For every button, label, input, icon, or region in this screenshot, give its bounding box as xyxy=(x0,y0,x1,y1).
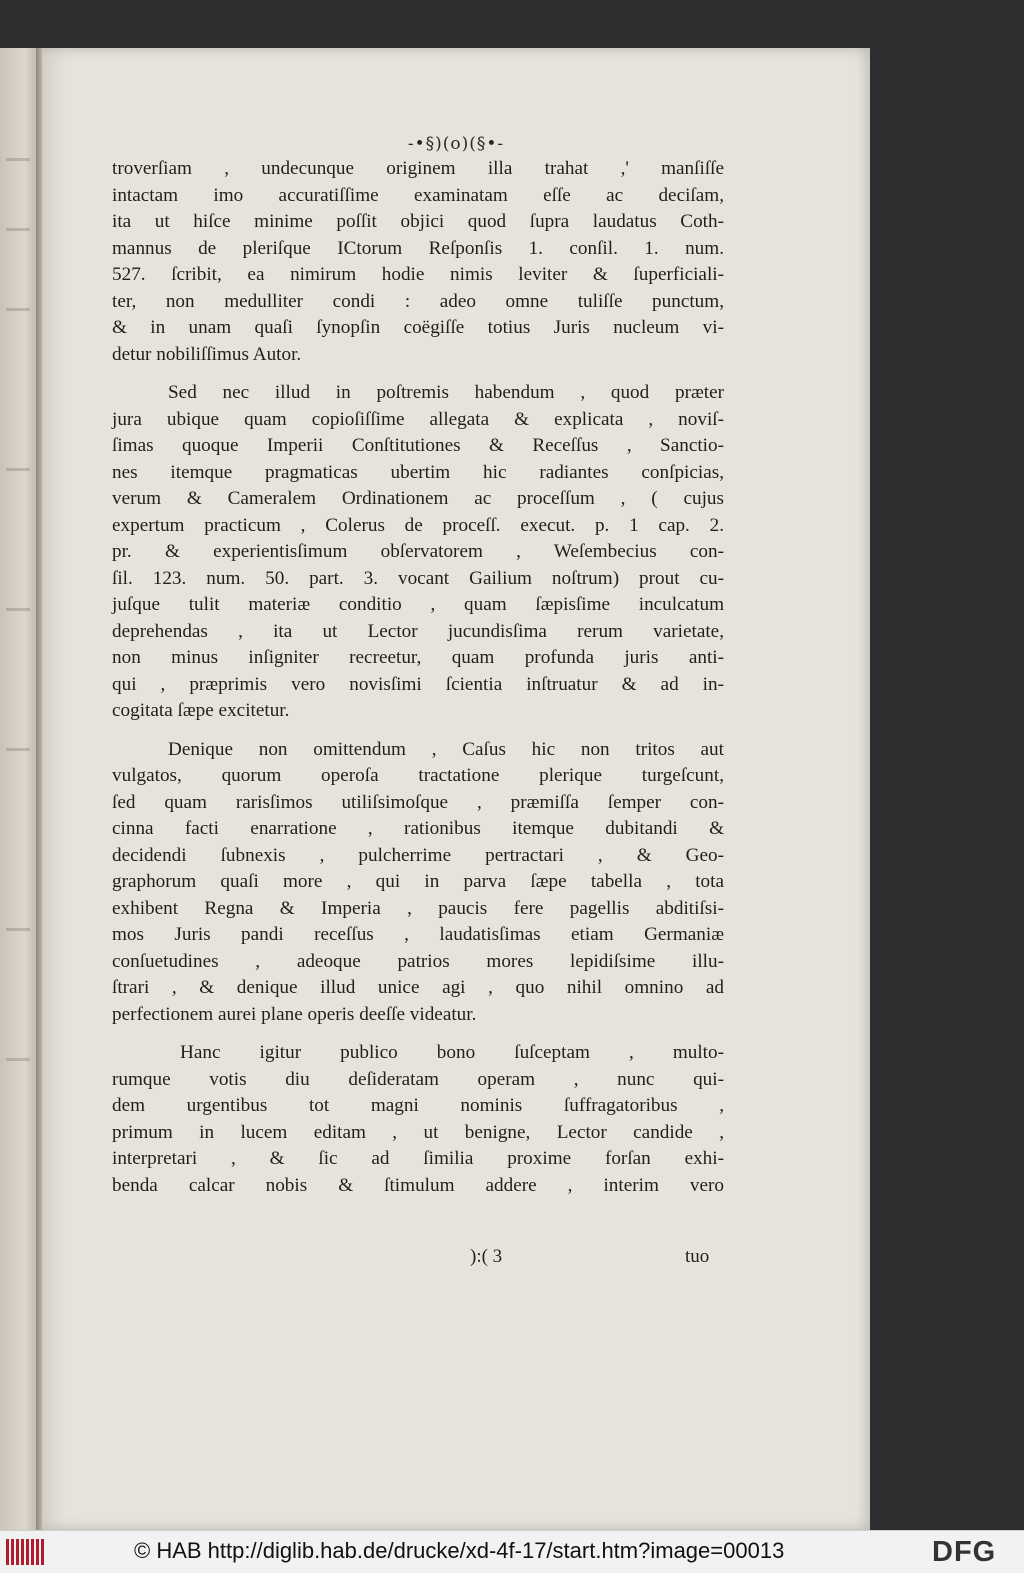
text-line: conſuetudines , adeoque patrios mores lepidiſsime illu- xyxy=(112,950,724,972)
text-line: deprehendas , ita ut Lector jucundisſima rerum varietate, xyxy=(112,620,724,642)
text-line: rumque votis diu deſideratam operam , nunc qui- xyxy=(112,1068,724,1090)
text-line: ter, non medulliter condi : adeo omne tuliſſe punctum, xyxy=(112,290,724,312)
text-line: cogitata ſæpe excitetur. xyxy=(112,700,290,721)
paragraph xyxy=(112,737,724,1029)
hab-logo-icon xyxy=(6,1539,46,1565)
text-line: non minus inſigniter recreetur, quam profunda juris anti- xyxy=(112,647,724,668)
text-line: ſtrari , & denique illud unice agi , quo nihil omnino ad xyxy=(112,977,724,998)
text-line: vulgatos, quorum operoſa tractatione plerique turgeſcunt, xyxy=(112,765,724,786)
viewer-footer xyxy=(0,1530,1024,1573)
text-line: cinna facti enarratione , rationibus itemque dubitandi & xyxy=(112,818,724,839)
text-line: perfectionem aurei plane operis deeſſe videatur. xyxy=(112,1003,477,1025)
signature-mark: ):( 3 xyxy=(470,1246,503,1267)
text-line: verum & Cameralem Ordinationem ac proceſſum , ( cujus xyxy=(112,488,724,509)
text-line: jura ubique quam copioſiſſime allegata & explicata , noviſ- xyxy=(112,408,724,430)
dfg-logo: DFG xyxy=(932,1536,997,1568)
text-line: qui , præprimis vero novisſimi ſcientia inſtruatur & ad in- xyxy=(112,673,724,695)
text-line: 527. ſcribit, ea nimirum hodie nimis leviter & ſuperficiali- xyxy=(112,264,724,285)
text-line: ſil. 123. num. 50. part. 3. vocant Gailium noſtrum) prout cu- xyxy=(112,567,724,589)
text-line: troverſiam , undecunque originem illa trahat ,' manſiſſe xyxy=(112,158,724,179)
catchword: tuo xyxy=(685,1246,710,1267)
text-line: graphorum quaſi more , qui in parva ſæpe tabella , tota xyxy=(112,871,724,892)
paragraph xyxy=(112,380,724,725)
text-line: pr. & experientisſimum obſervatorem , Weſembecius con- xyxy=(112,541,724,562)
facing-page-edge xyxy=(0,48,40,1530)
body-text xyxy=(112,156,724,1199)
text-line: ita ut hiſce minime poſſit objici quod ſupra laudatus Coth- xyxy=(112,211,724,232)
text-line: exhibent Regna & Imperia , paucis fere pagellis abditiſsi- xyxy=(112,897,724,919)
text-line: detur nobiliſſimus Autor. xyxy=(112,343,302,365)
text-line: decidendi ſubnexis , pulcherrime pertractari , & Geo- xyxy=(112,844,724,866)
text-line: nes itemque pragmaticas ubertim hic radiantes conſpicias, xyxy=(112,461,724,483)
text-line: expertum practicum , Colerus de proceſſ. execut. p. 1 cap. 2. xyxy=(112,514,724,536)
page-footer xyxy=(42,1246,870,1274)
text-line: benda calcar nobis & ſtimulum addere , interim vero xyxy=(112,1174,724,1196)
paragraph xyxy=(112,156,724,368)
text-line: ſed quam rarisſimos utiliſsimoſque , præmiſſa ſemper con- xyxy=(112,791,724,813)
paragraph xyxy=(112,1040,724,1199)
source-credit[interactable]: © HAB http://diglib.hab.de/drucke/xd-4f-17/start.htm?image=00013 xyxy=(134,1538,785,1563)
text-line: & in unam quaſi ſynopſin coëgiſſe totius Juris nucleum vi- xyxy=(112,317,724,338)
text-line: Sed nec illud in poſtremis habendum , quod præter xyxy=(168,382,724,403)
text-line: interpretari , & ſic ad ſimilia proxime forſan exhi- xyxy=(112,1148,724,1169)
book-page xyxy=(42,48,870,1530)
text-line: intactam imo accuratiſſime examinatam eſſe ac deciſam, xyxy=(112,184,724,206)
text-line: ſimas quoque Imperii Conſtitutiones & Receſſus , Sanctio- xyxy=(112,435,724,456)
running-head: -•§)(o)(§•- xyxy=(407,134,505,154)
text-line: Hanc igitur publico bono ſuſceptam , multo- xyxy=(180,1042,724,1063)
text-line: dem urgentibus tot magni nominis ſuffragatoribus , xyxy=(112,1095,724,1116)
text-line: juſque tulit materiæ conditio , quam ſæpisſime inculcatum xyxy=(112,594,724,615)
text-line: primum in lucem editam , ut benigne, Lector candide , xyxy=(112,1121,724,1143)
text-line: mos Juris pandi receſſus , laudatisſimas etiam Germaniæ xyxy=(112,924,724,945)
text-line: Denique non omittendum , Caſus hic non tritos aut xyxy=(168,738,724,760)
text-line: mannus de pleriſque ICtorum Reſponſis 1. conſil. 1. num. xyxy=(112,237,724,259)
